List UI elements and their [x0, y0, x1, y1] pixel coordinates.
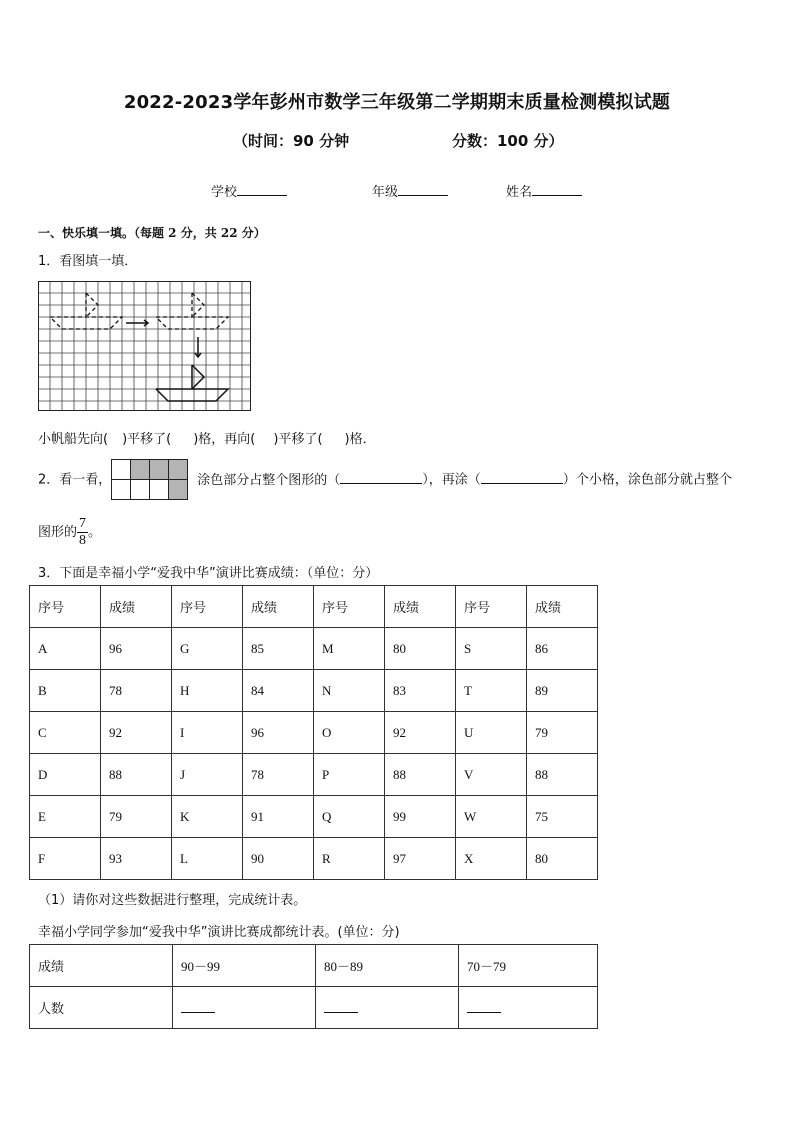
exam-score: 分数：100 分）: [452, 132, 564, 150]
fraction-seven-eighths: [77, 516, 88, 549]
score-header-cell: 序号: [172, 586, 243, 628]
q3-prompt: 3．下面是幸福小学“爱我中华”演讲比赛成绩：（单位：分）: [38, 566, 379, 581]
score-value-cell: 79: [101, 796, 172, 838]
q2-text-b: 涂色部分占整个图形的（: [197, 472, 341, 488]
score-header-cell: 序号: [314, 586, 385, 628]
score-value-cell: 83: [385, 670, 456, 712]
stat-blank-80-89[interactable]: [324, 998, 358, 1013]
score-id-cell: V: [456, 754, 527, 796]
stat-row-label: 人数: [30, 987, 173, 1029]
score-value-cell: 86: [527, 628, 598, 670]
stat-table: [29, 944, 598, 1029]
score-id-cell: W: [456, 796, 527, 838]
stat-count-cell[interactable]: [316, 987, 459, 1029]
q1-text-d: )平移了(: [273, 432, 323, 447]
score-header-cell: 成绩: [527, 586, 598, 628]
school-label: 学校: [211, 185, 238, 200]
score-id-cell: D: [30, 754, 101, 796]
score-row: [30, 712, 598, 754]
score-value-cell: 93: [101, 838, 172, 880]
score-value-cell: 99: [385, 796, 456, 838]
name-blank[interactable]: [532, 181, 582, 196]
name-label: 姓名: [506, 185, 533, 200]
q2-text-f: 。: [88, 525, 102, 540]
score-id-cell: U: [456, 712, 527, 754]
score-value-cell: 78: [101, 670, 172, 712]
score-id-cell: C: [30, 712, 101, 754]
stat-blank-90-99[interactable]: [181, 998, 215, 1013]
stat-count-cell[interactable]: [173, 987, 316, 1029]
q3-sub1: （1）请你对这些数据进行整理，完成统计表。: [38, 893, 307, 908]
score-row: [30, 796, 598, 838]
score-id-cell: F: [30, 838, 101, 880]
fraction-numerator: 7: [79, 516, 87, 531]
q2-text-c: ），再涂（: [422, 472, 481, 488]
score-value-cell: 78: [243, 754, 314, 796]
score-id-cell: G: [172, 628, 243, 670]
score-id-cell: S: [456, 628, 527, 670]
score-row: [30, 670, 598, 712]
grade-label: 年级: [372, 185, 399, 200]
score-value-cell: 96: [243, 712, 314, 754]
q2-blank-cells[interactable]: [481, 469, 563, 484]
stat-blank-70-79[interactable]: [467, 998, 501, 1013]
score-id-cell: R: [314, 838, 385, 880]
stat-header-cell: 80－89: [316, 945, 459, 987]
school-blank[interactable]: [237, 181, 287, 196]
score-header-cell: 成绩: [101, 586, 172, 628]
score-value-cell: 92: [101, 712, 172, 754]
score-id-cell: A: [30, 628, 101, 670]
score-value-cell: 96: [101, 628, 172, 670]
score-value-cell: 84: [243, 670, 314, 712]
score-id-cell: I: [172, 712, 243, 754]
score-value-cell: 92: [385, 712, 456, 754]
score-id-cell: T: [456, 670, 527, 712]
score-header-row: [30, 586, 598, 628]
score-header-cell: 序号: [30, 586, 101, 628]
score-table: [29, 585, 598, 880]
score-id-cell: Q: [314, 796, 385, 838]
score-id-cell: K: [172, 796, 243, 838]
q2-line-2: [38, 516, 101, 549]
score-id-cell: B: [30, 670, 101, 712]
score-id-cell: E: [30, 796, 101, 838]
name-field: [506, 181, 582, 200]
score-header-cell: 成绩: [385, 586, 456, 628]
score-id-cell: N: [314, 670, 385, 712]
score-value-cell: 75: [527, 796, 598, 838]
q2-shaded-grid-figure: [111, 459, 189, 501]
score-id-cell: L: [172, 838, 243, 880]
q1-prompt: 1．看图填一填．: [38, 254, 138, 269]
stat-header-cell: 成绩: [30, 945, 173, 987]
score-value-cell: 80: [385, 628, 456, 670]
stat-table-title: 幸福小学同学参加“爱我中华”演讲比赛成都统计表。(单位：分): [38, 925, 400, 940]
exam-time: （时间：90 分钟: [233, 132, 350, 150]
score-value-cell: 88: [101, 754, 172, 796]
q1-text-b: )平移了(: [122, 432, 172, 447]
q2-blank-fraction[interactable]: [340, 469, 422, 484]
score-header-cell: 成绩: [243, 586, 314, 628]
score-id-cell: X: [456, 838, 527, 880]
score-value-cell: 85: [243, 628, 314, 670]
score-header-cell: 序号: [456, 586, 527, 628]
stat-count-row: [30, 987, 598, 1029]
grade-blank[interactable]: [398, 181, 448, 196]
section-heading: 一、快乐填一填。（每题 2 分，共 22 分）: [38, 226, 266, 240]
score-value-cell: 97: [385, 838, 456, 880]
score-id-cell: J: [172, 754, 243, 796]
page-title: 2022-2023学年彭州市数学三年级第二学期期末质量检测模拟试题: [123, 92, 671, 113]
q1-text-a: 小帆船先向(: [38, 432, 109, 447]
score-value-cell: 90: [243, 838, 314, 880]
sailboat-grid-figure: [38, 281, 252, 412]
q2-text-d: ）个小格，涂色部分就占整个: [562, 472, 732, 488]
score-row: [30, 838, 598, 880]
score-value-cell: 88: [385, 754, 456, 796]
fraction-denominator: 8: [79, 533, 87, 548]
school-field: [211, 181, 287, 200]
score-id-cell: H: [172, 670, 243, 712]
stat-header-cell: 70－79: [459, 945, 598, 987]
q1-answer-line: [38, 428, 376, 447]
stat-header-row: [30, 945, 598, 987]
score-value-cell: 91: [243, 796, 314, 838]
stat-header-cell: 90－99: [173, 945, 316, 987]
score-value-cell: 88: [527, 754, 598, 796]
score-value-cell: 89: [527, 670, 598, 712]
score-value-cell: 79: [527, 712, 598, 754]
score-row: [30, 754, 598, 796]
score-id-cell: M: [314, 628, 385, 670]
q2-line: [38, 459, 732, 502]
q1-text-e: )格．: [344, 432, 376, 447]
score-value-cell: 80: [527, 838, 598, 880]
score-id-cell: P: [314, 754, 385, 796]
q2-text-a: 2．看一看，: [38, 472, 112, 488]
stat-count-cell[interactable]: [459, 987, 598, 1029]
grade-field: [372, 181, 448, 200]
score-id-cell: O: [314, 712, 385, 754]
q2-text-e: 图形的: [38, 525, 78, 540]
q1-text-c: )格，再向(: [193, 432, 256, 447]
score-row: [30, 628, 598, 670]
